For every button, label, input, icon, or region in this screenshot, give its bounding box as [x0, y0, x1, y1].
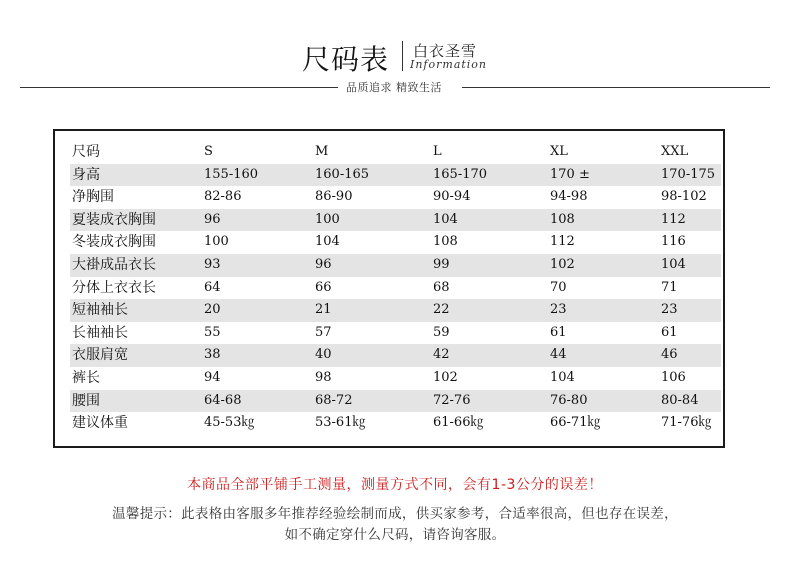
table-cell: 155-160	[204, 166, 259, 182]
table-cell: 170-175	[661, 166, 716, 182]
table-cell: 64	[204, 279, 221, 295]
table-row	[70, 254, 721, 277]
table-cell: 23	[661, 302, 678, 318]
table-cell: 165-170	[433, 166, 488, 182]
table-cell: 76-80	[550, 392, 588, 408]
table-cell: 100	[204, 234, 229, 250]
table-cell: 104	[315, 234, 340, 250]
table-cell: 112	[661, 211, 686, 227]
row-label: 冬装成衣胸围	[72, 234, 156, 251]
table-cell: 70	[550, 279, 567, 295]
table-row	[70, 344, 721, 367]
table-row	[70, 231, 721, 254]
table-cell: 108	[433, 234, 458, 250]
table-cell: 66	[315, 279, 332, 295]
row-label: 净胸围	[72, 189, 114, 206]
row-label: 分体上衣衣长	[72, 279, 156, 296]
table-cell: 94-98	[550, 189, 588, 205]
table-row	[70, 209, 721, 232]
brand-name: 白衣圣雪	[413, 42, 478, 60]
table-cell: 71-76㎏	[661, 415, 712, 431]
table-cell: 61	[550, 324, 567, 340]
table-cell: 93	[204, 257, 221, 272]
table-cell: 98	[315, 370, 332, 385]
table-cell: 102	[550, 257, 575, 272]
table-cell: 23	[550, 302, 567, 318]
row-label: 建议体重	[72, 415, 128, 432]
size-table	[53, 129, 725, 448]
table-cell: 20	[204, 302, 221, 318]
table-cell: 82-86	[204, 189, 242, 205]
table-cell: 108	[550, 211, 575, 227]
table-cell: 116	[661, 234, 686, 250]
table-cell: 21	[315, 302, 332, 318]
table-cell: 61-66㎏	[433, 415, 484, 431]
table-cell: 112	[550, 234, 575, 250]
table-cell: 96	[315, 257, 332, 272]
table-cell: 72-76	[433, 392, 471, 408]
table-cell: 64-68	[204, 392, 242, 408]
table-cell: 68	[433, 279, 450, 295]
page-title: 尺码表	[302, 43, 390, 76]
row-label: 长袖袖长	[72, 324, 128, 341]
table-cell: 42	[433, 347, 450, 363]
table-cell: 66-71㎏	[550, 415, 601, 431]
header-cell-m: M	[315, 144, 329, 159]
measurement-notice: 本商品全部平铺手工测量，测量方式不同，会有1-3公分的误差！	[187, 477, 603, 493]
table-row	[70, 322, 721, 345]
table-cell: 55	[204, 324, 221, 340]
table-cell: 53-61㎏	[315, 415, 366, 431]
table-cell: 59	[433, 324, 450, 340]
table-cell: 106	[661, 370, 686, 385]
table-cell: 96	[204, 211, 221, 227]
table-cell: 40	[315, 347, 332, 363]
table-cell: 45-53㎏	[204, 415, 255, 431]
tagline: 品质追求 精致生活	[346, 81, 442, 94]
table-row	[70, 390, 721, 413]
table-cell: 99	[433, 257, 450, 272]
row-label: 腰围	[72, 392, 100, 409]
table-header-row	[70, 141, 721, 164]
table-cell: 104	[661, 257, 686, 272]
table-cell: 38	[204, 347, 221, 363]
header-cell-xxl: XXL	[661, 144, 689, 159]
table-cell: 104	[550, 370, 575, 385]
row-label: 大褂成品衣长	[72, 257, 156, 273]
table-cell: 46	[661, 347, 678, 363]
table-cell: 98-102	[661, 189, 707, 205]
table-cell: 61	[661, 324, 678, 340]
table-row	[70, 164, 721, 187]
table-row	[70, 367, 721, 390]
tip-line-2: 如不确定穿什么尺码，请咨询客服。	[284, 527, 506, 543]
table-row	[70, 277, 721, 300]
brand-subtitle: Information	[410, 58, 488, 71]
table-cell: 90-94	[433, 189, 471, 205]
divider-right	[462, 87, 770, 88]
table-cell: 102	[433, 370, 458, 385]
table-cell: 94	[204, 370, 221, 385]
header-cell-label: 尺码	[72, 144, 100, 160]
table-cell: 170 ±	[550, 166, 590, 182]
header-cell-s: S	[204, 144, 213, 159]
header-cell-l: L	[433, 144, 442, 159]
table-cell: 100	[315, 211, 340, 227]
row-label: 衣服肩宽	[72, 347, 128, 364]
table-cell: 86-90	[315, 189, 353, 205]
row-label: 短袖袖长	[72, 302, 128, 319]
table-cell: 104	[433, 211, 458, 227]
table-cell: 44	[550, 347, 567, 363]
row-label: 夏装成衣胸围	[72, 211, 156, 228]
table-row	[70, 186, 721, 209]
table-cell: 160-165	[315, 166, 370, 182]
table-cell: 80-84	[661, 392, 699, 408]
table-cell: 22	[433, 302, 450, 318]
row-label: 身高	[72, 166, 100, 183]
table-cell: 68-72	[315, 392, 353, 408]
header-cell-xl: XL	[550, 144, 568, 159]
table-row	[70, 412, 721, 435]
tip-line-1: 温馨提示：此表格由客服多年推荐经验绘制而成，供买家参考，合适率很高，但也存在误差，	[112, 506, 678, 522]
table-cell: 71	[661, 279, 678, 295]
row-label: 裤长	[72, 370, 100, 386]
table-cell: 57	[315, 324, 332, 340]
divider-left	[20, 87, 338, 88]
title-separator	[402, 41, 403, 71]
table-row	[70, 299, 721, 322]
